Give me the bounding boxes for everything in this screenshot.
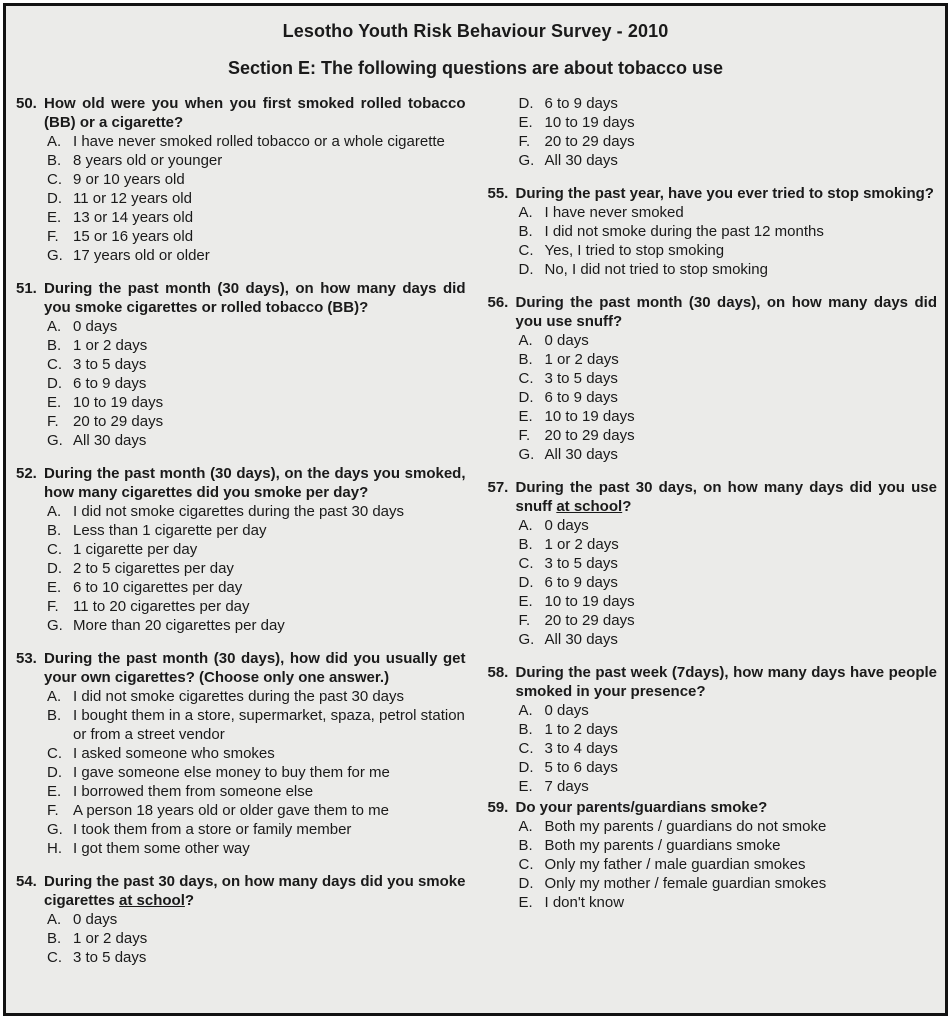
question-text [44, 279, 466, 317]
option-text: Less than 1 cigarette per day [73, 522, 267, 539]
option-letter: A. [518, 332, 533, 349]
option-letter: F. [518, 427, 531, 444]
option-letter: G. [518, 152, 535, 169]
option-row [47, 227, 466, 246]
options-list [47, 502, 466, 635]
option-text: 10 to 19 days [544, 114, 635, 131]
option-row [47, 374, 466, 393]
option-text: Both my parents / guardians do not smoke [544, 818, 827, 835]
option-letter: B. [518, 721, 533, 738]
option-text: More than 20 cigarettes per day [73, 617, 285, 634]
question-text-pre: During the past month (30 days), on the days you smoked, how many cigarettes did you smoke per day? [44, 465, 466, 501]
option-letter: E. [47, 783, 62, 800]
survey-page [3, 3, 948, 1016]
question-block [488, 293, 938, 464]
option-row [519, 817, 938, 836]
question-continuation-block [488, 94, 938, 170]
question-number: 50. [16, 95, 37, 112]
option-row [47, 431, 466, 450]
option-text: 0 days [73, 318, 118, 335]
option-letter: A. [47, 688, 62, 705]
question-heading [488, 798, 938, 817]
option-letter: A. [518, 702, 533, 719]
question-heading [488, 663, 938, 701]
option-letter: F. [518, 133, 531, 150]
option-letter: C. [518, 856, 534, 873]
question-text-pre: During the past month (30 days), on how many days did you use snuff? [515, 294, 937, 330]
option-letter: D. [518, 261, 534, 278]
option-text: 3 to 5 days [73, 356, 147, 373]
question-number: 55. [487, 185, 509, 202]
option-row [47, 355, 466, 374]
option-text: No, I did not tried to stop smoking [544, 261, 768, 278]
question-text [516, 663, 938, 701]
options-list [519, 701, 938, 796]
options-list [47, 317, 466, 450]
option-text: All 30 days [544, 152, 618, 169]
option-row [47, 521, 466, 540]
option-row [47, 744, 466, 763]
option-text: I did not smoke cigarettes during the past 30 days [73, 503, 405, 520]
option-letter: G. [47, 821, 63, 838]
option-row [519, 720, 938, 739]
option-letter: A. [47, 503, 62, 520]
option-row [47, 763, 466, 782]
option-letter: B. [518, 351, 533, 368]
option-text: 20 to 29 days [544, 427, 635, 444]
option-letter: D. [518, 759, 534, 776]
option-text: All 30 days [544, 631, 618, 648]
option-row [47, 820, 466, 839]
option-row [519, 369, 938, 388]
option-text: 2 to 5 cigarettes per day [73, 560, 234, 577]
option-letter: G. [47, 432, 63, 449]
option-letter: A. [47, 318, 62, 335]
option-row [47, 246, 466, 265]
option-row [519, 874, 938, 893]
option-text: I did not smoke cigarettes during the past 30 days [73, 688, 405, 705]
option-letter: E. [518, 114, 533, 131]
option-row [519, 893, 938, 912]
option-row [519, 554, 938, 573]
option-letter: D. [518, 875, 534, 892]
option-row [519, 203, 938, 222]
question-text [44, 649, 466, 687]
option-letter: B. [518, 837, 533, 854]
question-text-post: ? [184, 892, 195, 909]
survey-title: Lesotho Youth Risk Behaviour Survey - 2010 [282, 21, 669, 41]
option-row [519, 592, 938, 611]
option-text: 20 to 29 days [73, 413, 164, 430]
option-text: 1 to 2 days [544, 721, 618, 738]
option-letter: C. [47, 356, 62, 373]
question-text [44, 464, 466, 502]
option-letter: D. [518, 574, 534, 591]
question-block [488, 798, 938, 912]
options-list [519, 94, 938, 170]
option-row [519, 241, 938, 260]
option-row [47, 170, 466, 189]
question-text-underlined: at school [556, 498, 623, 515]
option-text: 1 or 2 days [544, 351, 619, 368]
option-row [47, 929, 466, 948]
question-text-pre: During the past year, have you ever tried to stop smoking? [515, 185, 934, 202]
option-row [519, 426, 938, 445]
section-heading: Section E: The following questions are about tobacco use [227, 58, 724, 78]
option-row [47, 839, 466, 858]
question-heading [488, 478, 938, 516]
option-text: 11 or 12 years old [73, 190, 192, 207]
option-text: All 30 days [544, 446, 618, 463]
option-text: 10 to 19 days [544, 593, 635, 610]
option-letter: C. [47, 171, 62, 188]
option-row [519, 331, 938, 350]
question-block [488, 184, 938, 279]
option-text: I borrowed them from someone else [73, 783, 314, 800]
question-text-pre: During the past 30 days, on how many days did you smoke cigarettes [44, 873, 466, 909]
question-block [16, 649, 466, 858]
option-row [47, 540, 466, 559]
option-row [47, 559, 466, 578]
question-text-pre: Do your parents/guardians smoke? [515, 799, 768, 816]
option-letter: D. [47, 190, 62, 207]
option-letter: C. [518, 740, 534, 757]
option-letter: B. [518, 536, 533, 553]
option-row [47, 948, 466, 967]
option-letter: E. [47, 394, 62, 411]
question-block [16, 279, 466, 450]
option-text: 6 to 10 cigarettes per day [73, 579, 243, 596]
option-letter: F. [47, 598, 59, 615]
option-text: 5 to 6 days [544, 759, 618, 776]
option-row [519, 516, 938, 535]
question-heading [488, 184, 938, 203]
question-text [516, 798, 938, 817]
option-text: 7 days [544, 778, 589, 795]
question-heading [16, 94, 466, 132]
question-block [16, 872, 466, 967]
option-row [519, 260, 938, 279]
option-text: 1 or 2 days [73, 930, 148, 947]
question-text-pre: During the past month (30 days), how did you usually get your own cigarettes? (Choose only one answer.) [44, 650, 466, 686]
option-letter: B. [47, 930, 62, 947]
option-letter: C. [518, 242, 534, 259]
option-text: Only my mother / female guardian smokes [544, 875, 827, 892]
option-row [47, 151, 466, 170]
option-text: I took them from a store or family member [73, 821, 352, 838]
question-heading [16, 872, 466, 910]
option-letter: D. [518, 95, 534, 112]
option-row [519, 630, 938, 649]
question-block [488, 478, 938, 649]
option-letter: G. [47, 247, 63, 264]
question-block [16, 464, 466, 635]
option-text: 1 or 2 days [73, 337, 148, 354]
question-text [516, 293, 938, 331]
option-letter: A. [47, 133, 62, 150]
option-row [47, 208, 466, 227]
option-text: Yes, I tried to stop smoking [544, 242, 725, 259]
option-row [47, 317, 466, 336]
option-text: A person 18 years old or older gave them to me [73, 802, 390, 819]
option-letter: G. [518, 446, 535, 463]
option-letter: E. [47, 209, 62, 226]
question-text-pre: During the past week (7days), how many days have people smoked in your presence? [515, 664, 937, 700]
right-column [488, 94, 938, 967]
option-row [47, 336, 466, 355]
option-row [47, 616, 466, 635]
option-letter: H. [47, 840, 62, 857]
option-letter: C. [47, 949, 62, 966]
option-row [519, 777, 938, 796]
option-row [519, 836, 938, 855]
option-text: 3 to 5 days [544, 555, 618, 572]
question-text-underlined: at school [119, 892, 185, 909]
option-row [47, 597, 466, 616]
option-row [519, 611, 938, 630]
question-block [16, 94, 466, 265]
option-text: 0 days [544, 332, 589, 349]
option-text: Only my father / male guardian smokes [544, 856, 806, 873]
option-text: All 30 days [73, 432, 147, 449]
question-heading [16, 649, 466, 687]
option-text: 10 to 19 days [73, 394, 164, 411]
option-row [47, 687, 466, 706]
option-text: 8 years old or younger [73, 152, 223, 169]
option-text: 17 years old or older [73, 247, 210, 264]
option-row [519, 445, 938, 464]
option-row [47, 801, 466, 820]
page-header [6, 21, 945, 79]
option-letter: D. [47, 375, 62, 392]
option-row [519, 388, 938, 407]
options-list [519, 817, 938, 912]
option-text: I did not smoke during the past 12 months [544, 223, 824, 240]
option-letter: F. [47, 413, 59, 430]
question-text [516, 184, 938, 203]
option-letter: E. [518, 408, 533, 425]
option-text: I have never smoked [544, 204, 684, 221]
option-letter: C. [518, 555, 534, 572]
options-list [47, 132, 466, 265]
question-number: 59. [487, 799, 509, 816]
option-text: I gave someone else money to buy them for me [73, 764, 390, 781]
option-row [47, 412, 466, 431]
option-text: I got them some other way [73, 840, 250, 857]
option-row [47, 578, 466, 597]
option-row [47, 132, 466, 151]
option-text: 0 days [73, 911, 118, 928]
option-text: 6 to 9 days [73, 375, 147, 392]
option-letter: E. [518, 593, 533, 610]
option-letter: A. [518, 818, 533, 835]
question-heading [16, 464, 466, 502]
option-row [519, 94, 938, 113]
option-text: 13 or 14 years old [73, 209, 194, 226]
option-letter: D. [47, 560, 62, 577]
question-number: 53. [16, 650, 37, 667]
option-text: 3 to 5 days [73, 949, 147, 966]
options-list [47, 687, 466, 858]
option-letter: E. [47, 579, 62, 596]
option-letter: B. [47, 522, 62, 539]
options-list [47, 910, 466, 967]
question-number: 51. [16, 280, 37, 297]
option-letter: B. [47, 337, 62, 354]
option-letter: F. [518, 612, 531, 629]
option-row [519, 573, 938, 592]
option-text: 1 or 2 days [544, 536, 619, 553]
option-letter: C. [47, 541, 62, 558]
option-letter: E. [518, 894, 533, 911]
option-row [519, 701, 938, 720]
option-letter: A. [518, 517, 533, 534]
option-letter: B. [47, 152, 62, 169]
option-text: 0 days [544, 702, 589, 719]
question-heading [488, 293, 938, 331]
option-text: I bought them in a store, supermarket, spaza, petrol station or from a street vendor [73, 707, 465, 743]
option-text: 6 to 9 days [544, 389, 618, 406]
option-letter: C. [47, 745, 62, 762]
question-text [516, 478, 938, 516]
option-text: I have never smoked rolled tobacco or a whole cigarette [73, 133, 445, 150]
question-number: 58. [487, 664, 509, 681]
option-row [47, 782, 466, 801]
option-letter: G. [518, 631, 535, 648]
question-text-pre: During the past month (30 days), on how many days did you smoke cigarettes or rolled tobacco (BB)? [44, 280, 466, 316]
option-row [519, 407, 938, 426]
question-number: 57. [487, 479, 509, 496]
option-row [519, 222, 938, 241]
option-letter: F. [47, 802, 59, 819]
option-text: 11 to 20 cigarettes per day [73, 598, 250, 615]
option-letter: E. [518, 778, 533, 795]
options-list [519, 516, 938, 649]
option-row [47, 706, 466, 744]
option-letter: A. [518, 204, 533, 221]
option-text: 6 to 9 days [544, 95, 618, 112]
option-text: 10 to 19 days [544, 408, 635, 425]
left-column [16, 94, 466, 967]
option-row [519, 739, 938, 758]
option-row [47, 189, 466, 208]
option-letter: A. [47, 911, 62, 928]
option-row [47, 393, 466, 412]
option-row [47, 910, 466, 929]
option-text: 3 to 5 days [544, 370, 618, 387]
question-heading [16, 279, 466, 317]
option-text: 3 to 4 days [544, 740, 618, 757]
option-row [519, 132, 938, 151]
option-row [519, 151, 938, 170]
option-row [519, 758, 938, 777]
question-text-pre: How old were you when you first smoked rolled tobacco (BB) or a cigarette? [44, 95, 466, 131]
option-row [519, 113, 938, 132]
option-letter: C. [518, 370, 534, 387]
question-text-pre: During the past 30 days, on how many days did you use snuff [515, 479, 937, 515]
option-text: 9 or 10 years old [73, 171, 185, 188]
option-letter: D. [518, 389, 534, 406]
options-list [519, 331, 938, 464]
option-text: 1 cigarette per day [73, 541, 198, 558]
option-text: 6 to 9 days [544, 574, 618, 591]
option-letter: B. [47, 707, 62, 724]
option-row [519, 855, 938, 874]
question-block [488, 663, 938, 796]
option-row [47, 502, 466, 521]
question-number: 52. [16, 465, 37, 482]
option-letter: G. [47, 617, 63, 634]
option-row [519, 535, 938, 554]
question-text-post: ? [622, 498, 632, 515]
option-text: 0 days [544, 517, 589, 534]
option-text: Both my parents / guardians smoke [544, 837, 781, 854]
question-number: 56. [487, 294, 509, 311]
option-row [519, 350, 938, 369]
question-text [44, 94, 466, 132]
question-number: 54. [16, 873, 37, 890]
option-text: 20 to 29 days [544, 612, 635, 629]
option-letter: D. [47, 764, 62, 781]
question-text [44, 872, 466, 910]
option-text: 20 to 29 days [544, 133, 635, 150]
option-text: I don't know [544, 894, 625, 911]
option-letter: F. [47, 228, 59, 245]
options-list [519, 203, 938, 279]
questions-area [6, 79, 945, 967]
option-text: 15 or 16 years old [73, 228, 194, 245]
option-text: I asked someone who smokes [73, 745, 275, 762]
option-letter: B. [518, 223, 533, 240]
